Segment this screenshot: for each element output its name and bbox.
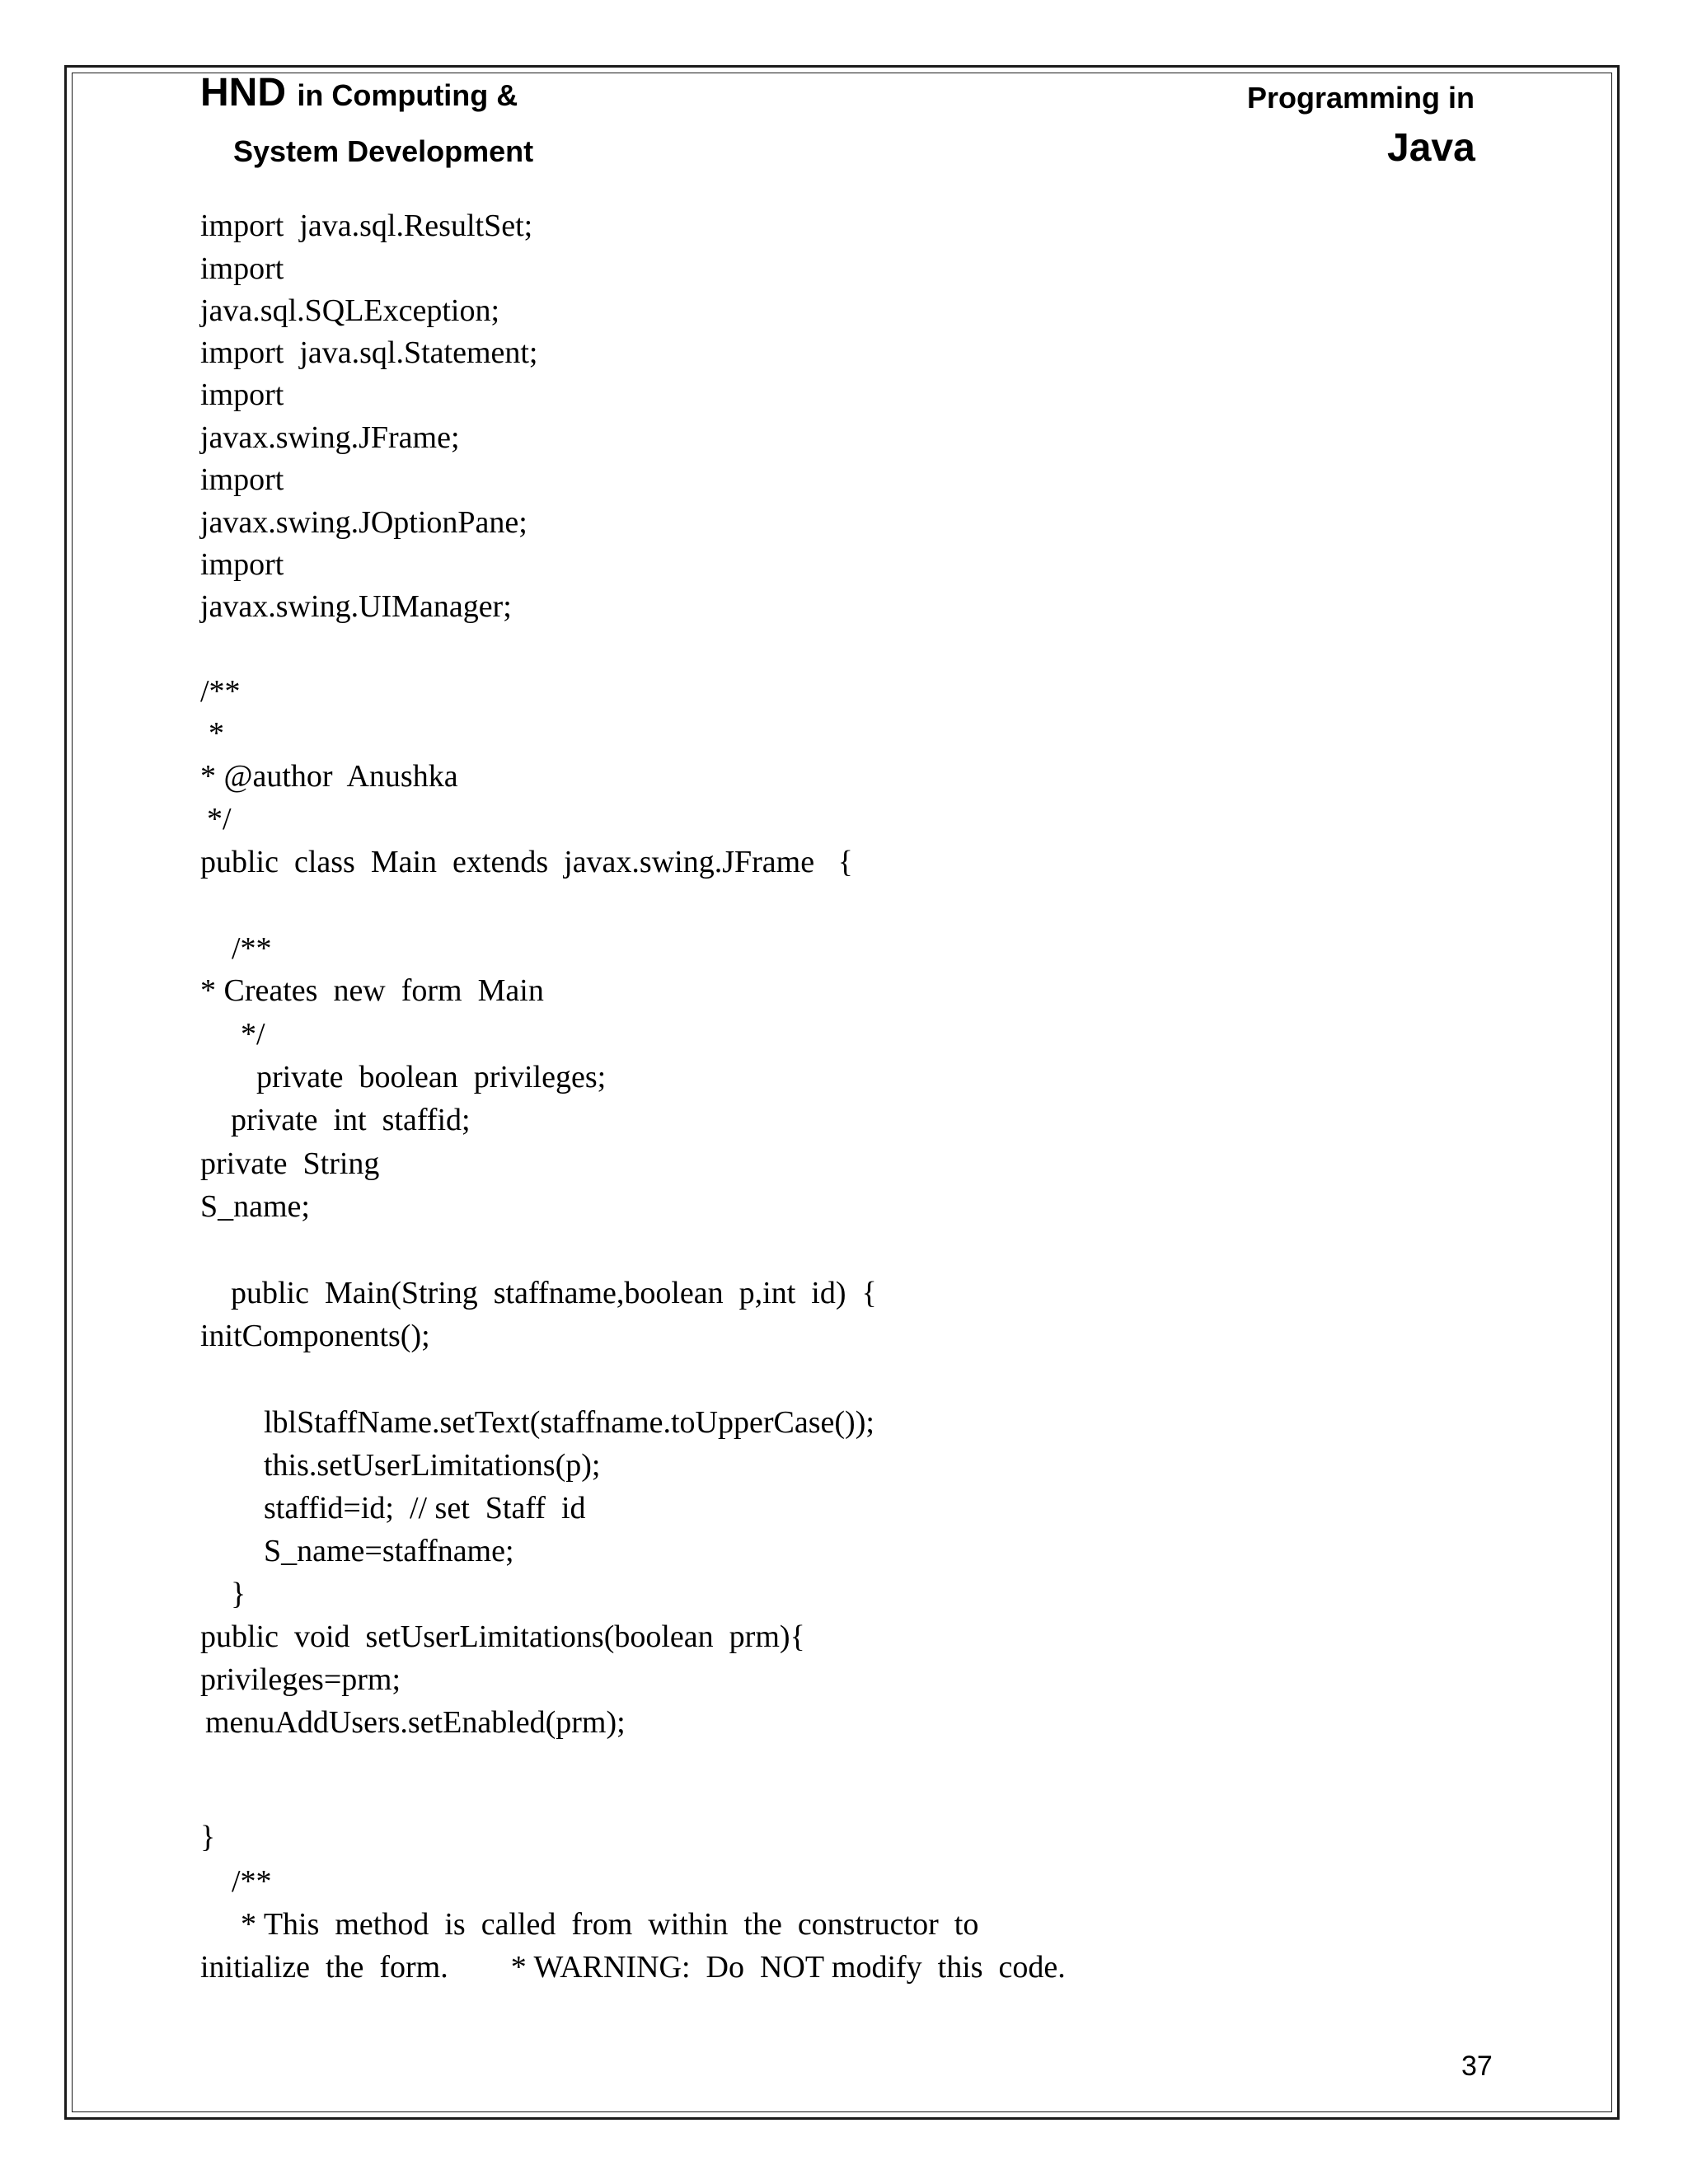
header-left-title [200,70,518,115]
code-line: public class Main extends javax.swing.JFrame { [200,845,853,879]
code-line: private int staffid; [231,1103,471,1137]
code-line: java.sql.SQLException; [200,293,500,328]
code-line: } [231,1577,246,1611]
code-line: */ [207,802,232,837]
code-line: /** [232,931,272,966]
code-line: S_name; [200,1189,310,1224]
code-line: import java.sql.Statement; [200,335,538,370]
code-line: */ [241,1017,265,1052]
code-line: javax.swing.JOptionPane; [200,505,528,540]
code-line: * [209,716,224,751]
code-line: /** [200,674,241,709]
header-right-subtitle: Java [1387,126,1475,170]
code-line: /** [232,1864,272,1899]
code-line: staffid=id; // set Staff id [264,1491,586,1526]
code-line: import [200,251,284,286]
code-line: import [200,462,284,497]
code-line: import [200,377,284,412]
code-line: public void setUserLimitations(boolean prm){ [200,1619,805,1654]
code-line: import [200,547,284,582]
code-line: * @author Anushka [200,759,458,794]
header-hnd: HND [200,71,286,115]
code-line: lblStaffName.setText(staffname.toUpperCase()); [264,1405,874,1440]
code-line: private String [200,1146,380,1181]
header-left-subtitle: System Development [233,134,534,168]
header-course: in Computing & [297,78,518,112]
code-line: private boolean privileges; [256,1060,607,1094]
code-line: javax.swing.UIManager; [200,589,512,624]
page-number: 37 [1461,2050,1493,2082]
code-line: * This method is called from within the constructor to [241,1907,979,1942]
code-line: public Main(String staffname,boolean p,int id) { [231,1276,877,1310]
code-line: } [200,1820,216,1854]
code-line: initialize the form. * WARNING: Do NOT modify this code. [200,1950,1066,1985]
code-line: S_name=staffname; [264,1534,514,1568]
code-line: privileges=prm; [200,1662,401,1697]
code-line: * Creates new form Main [200,973,544,1008]
code-line: import java.sql.ResultSet; [200,209,533,243]
header-right-title: Programming in [1247,81,1475,115]
code-line: javax.swing.JFrame; [200,420,460,455]
code-line: initComponents(); [200,1319,430,1353]
code-line: menuAddUsers.setEnabled(prm); [205,1705,626,1740]
code-line: this.setUserLimitations(p); [264,1448,601,1483]
